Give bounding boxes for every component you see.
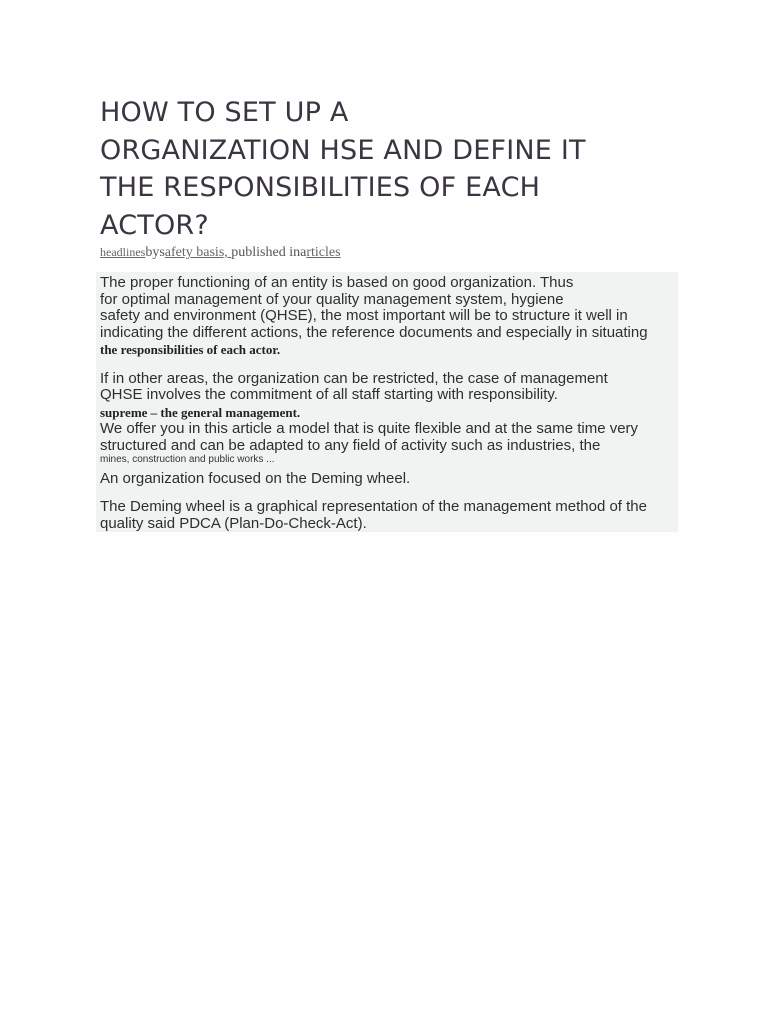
body-line: If in other areas, the organization can be restricted, the case of management: [100, 370, 608, 387]
byline: [100, 245, 341, 261]
body-line: QHSE involves the commitment of all staff starting with responsibility.: [100, 386, 558, 403]
article-body: [96, 272, 678, 532]
body-line: The proper functioning of an entity is based on good organization. Thus: [100, 274, 574, 291]
title-line: THE RESPONSIBILITIES OF EACH: [100, 172, 541, 203]
body-line: An organization focused on the Deming wheel.: [100, 470, 411, 487]
body-line: structured and can be adapted to any field of activity such as industries, the: [100, 437, 601, 454]
article-title: [100, 94, 660, 244]
body-line: We offer you in this article a model that is quite flexible and at the same time very: [100, 420, 639, 437]
title-line: HOW TO SET UP A: [100, 97, 349, 128]
title-line: ACTOR?: [100, 209, 209, 241]
body-small-line: mines, construction and public works ...: [100, 454, 275, 465]
author-link[interactable]: afety basis,: [164, 245, 232, 260]
body-line: safety and environment (QHSE), the most important will be to structure it well in: [100, 307, 628, 324]
byline-by: bys: [145, 245, 165, 260]
section-link[interactable]: rticles: [306, 245, 341, 260]
byline-section-prefix: a: [300, 245, 307, 260]
byline-published: published in: [231, 245, 301, 260]
body-line: quality said PDCA (Plan-Do-Check-Act).: [100, 515, 367, 532]
title-line: ORGANIZATION HSE AND DEFINE IT: [100, 134, 586, 166]
body-bold-line: supreme – the general management.: [100, 405, 301, 420]
body-line: The Deming wheel is a graphical representation of the management method of the: [100, 498, 647, 515]
category-link[interactable]: headlines: [100, 245, 146, 259]
body-line: for optimal management of your quality management system, hygiene: [100, 291, 564, 308]
body-line: indicating the different actions, the reference documents and especially in situating: [100, 324, 648, 341]
body-bold-line: the responsibilities of each actor.: [100, 342, 281, 357]
